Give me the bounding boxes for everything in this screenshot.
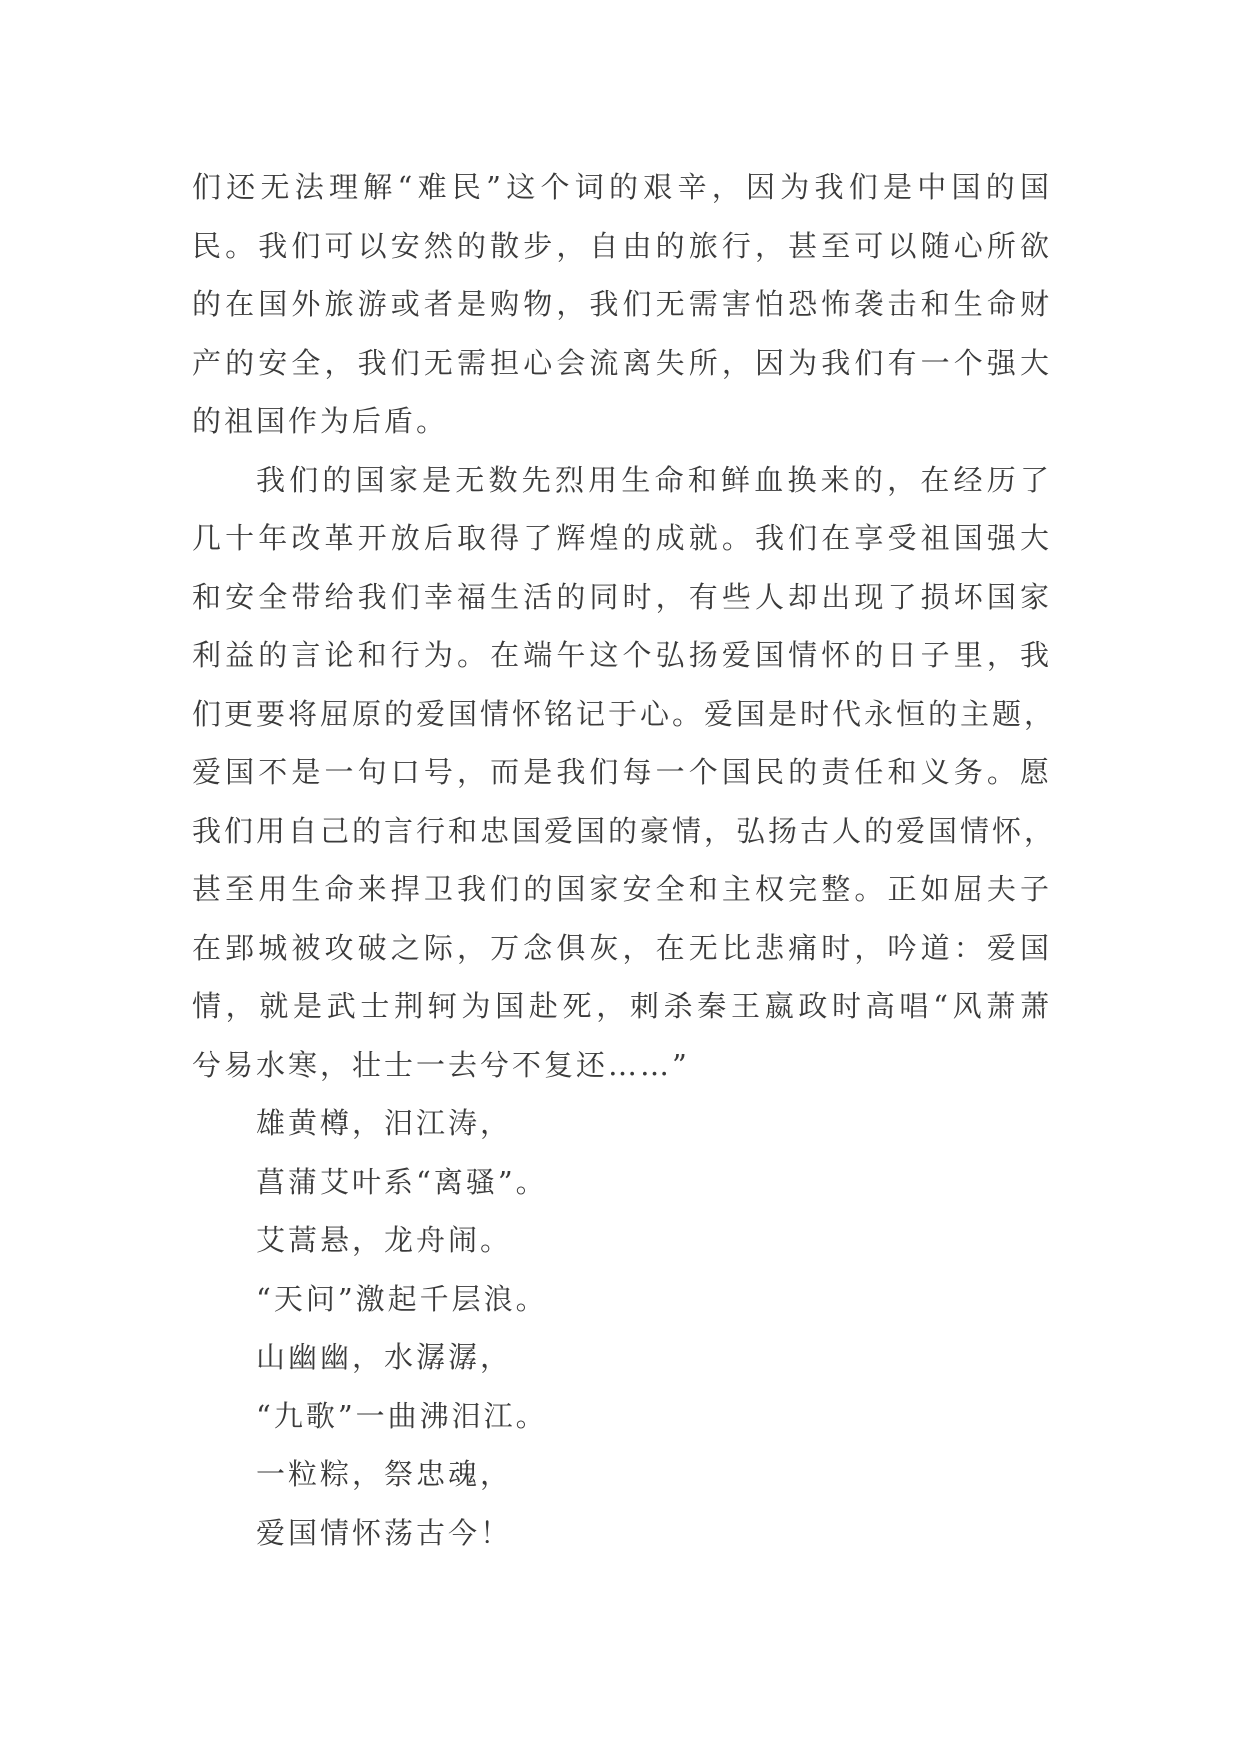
text-line: 的祖国作为后盾。 bbox=[192, 404, 449, 438]
poem-line: 一粒粽，祭忠魂， bbox=[256, 1457, 513, 1491]
poem-line: 菖蒲艾叶系“离骚”。 bbox=[256, 1164, 548, 1199]
text-line: 和安全带给我们幸福生活的同时，有些人却出现了损坏国家 bbox=[192, 579, 1052, 614]
poem bbox=[192, 1094, 1052, 1562]
text-line: 在郢城被攻破之际，万念俱灰，在无比悲痛时，吟道：爱国 bbox=[192, 930, 1052, 965]
text-line: 兮易水寒，壮士一去兮不复还……” bbox=[192, 1047, 690, 1082]
paragraph-2 bbox=[192, 451, 1057, 1095]
text-line: 们更要将屈原的爱国情怀铭记于心。爱国是时代永恒的主题， bbox=[192, 696, 1057, 731]
poem-line: 山幽幽，水潺潺， bbox=[256, 1340, 513, 1374]
paragraph-1 bbox=[192, 158, 1052, 451]
text-line: 利益的言论和行为。在端午这个弘扬爱国情怀的日子里，我 bbox=[192, 638, 1052, 672]
poem-line: 艾蒿悬，龙舟闹。 bbox=[256, 1223, 513, 1257]
poem-line: 爱国情怀荡古今！ bbox=[256, 1515, 513, 1550]
poem-line: “天问”激起千层浪。 bbox=[256, 1281, 548, 1316]
text-line: 爱国不是一句口号，而是我们每一个国民的责任和义务。愿 bbox=[192, 755, 1052, 789]
text-line: 情，就是武士荆轲为国赴死，刺杀秦王嬴政时高唱“风萧萧 bbox=[192, 989, 1052, 1023]
text-line: 几十年改革开放后取得了辉煌的成就。我们在享受祖国强大 bbox=[192, 521, 1052, 555]
document-body bbox=[192, 158, 1057, 1562]
poem-line: “九歌”一曲沸汨江。 bbox=[256, 1398, 548, 1433]
text-line: 甚至用生命来捍卫我们的国家安全和主权完整。正如屈夫子 bbox=[192, 872, 1052, 906]
poem-line: 雄黄樽，汨江涛， bbox=[256, 1106, 513, 1140]
text-line: 的在国外旅游或者是购物，我们无需害怕恐怖袭击和生命财 bbox=[192, 287, 1052, 321]
text-line: 产的安全，我们无需担心会流离失所，因为我们有一个强大 bbox=[192, 345, 1052, 380]
text-line: 我们的国家是无数先烈用生命和鲜血换来的，在经历了 bbox=[256, 462, 1052, 497]
text-line: 们还无法理解“难民”这个词的艰辛，因为我们是中国的国 bbox=[192, 170, 1052, 204]
text-line: 我们用自己的言行和忠国爱国的豪情，弘扬古人的爱国情怀， bbox=[192, 813, 1057, 848]
text-line: 民。我们可以安然的散步，自由的旅行，甚至可以随心所欲 bbox=[192, 228, 1052, 263]
